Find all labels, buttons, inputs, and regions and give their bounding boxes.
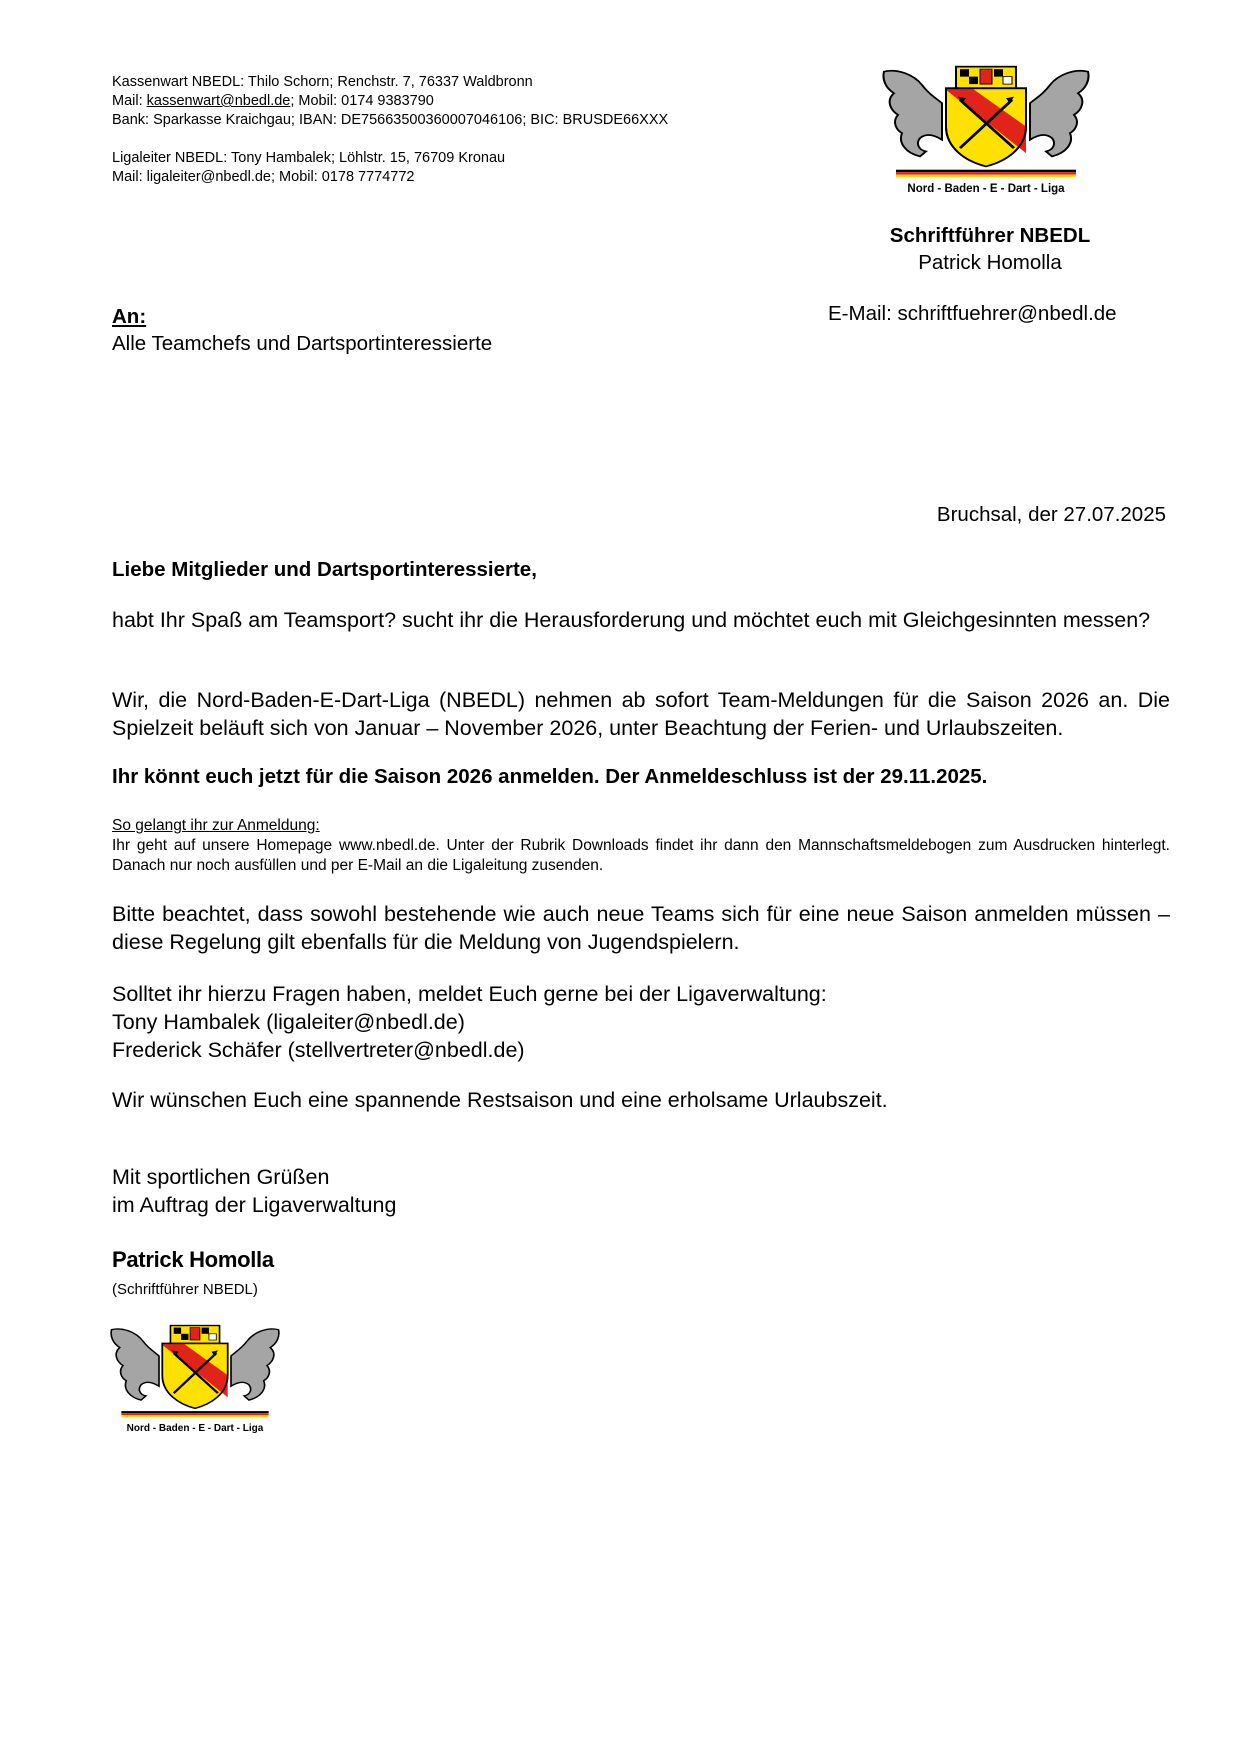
league-leader-mail-line: Mail: ligaleiter@nbedl.de; Mobil: 0178 7774772 <box>112 169 415 185</box>
contact-person-2: Frederick Schäfer (stellvertreter@nbedl.de) <box>112 1038 525 1062</box>
signature-role: (Schriftführer NBEDL) <box>112 1281 258 1298</box>
sender-email: E-Mail: schriftfuehrer@nbedl.de <box>828 302 1117 325</box>
howto-text: Ihr geht auf unsere Homepage www.nbedl.de. Unter der Rubrik Downloads findet ihr dann den Mannschaftsmeldebogen zum Ausdrucken hinterlegt. Danach nur noch ausfüllen und per E-Mail an die Ligaleitung zusenden. <box>112 837 1170 874</box>
contact-paragraph <box>112 980 1170 1064</box>
treasurer-mail-line <box>112 92 772 111</box>
sender-block <box>830 222 1150 276</box>
howto-title: So gelangt ihr zur Anmeldung: <box>112 817 320 834</box>
crest-icon <box>876 60 1096 178</box>
paragraph-4: Bitte beachtet, dass sowohl bestehende wie auch neue Teams sich für eine neue Saison anmelden müssen – diese Regelung gilt ebenfalls für die Meldung von Jugendspielern. <box>112 902 1170 954</box>
paragraph-2: Wir, die Nord-Baden-E-Dart-Liga (NBEDL) nehmen ab sofort Team-Meldungen für die Saison 2026 an. Die Spielzeit beläuft sich von Januar – November 2026, unter Beachtung der Ferien- und Urlaubszeiten. <box>112 688 1170 740</box>
paragraph-6: Wir wünschen Euch eine spannende Restsaison und eine erholsame Urlaubszeit. <box>112 1088 888 1112</box>
greeting: Liebe Mitglieder und Dartsportinteressierte, <box>112 558 537 581</box>
letter-date: Bruchsal, der 27.07.2025 <box>936 503 1166 526</box>
paragraph-1: habt Ihr Spaß am Teamsport? sucht ihr die Herausforderung und möchtet euch mit Gleichgesinnten messen? <box>112 608 1151 632</box>
sender-title: Schriftführer NBEDL <box>889 224 1091 247</box>
signature-name: Patrick Homolla <box>112 1247 274 1272</box>
league-leader-line: Ligaleiter NBEDL: Tony Hambalek; Löhlstr. 15, 76709 Kronau <box>112 150 506 166</box>
mail-prefix: Mail: <box>112 93 147 109</box>
treasurer-phone: ; Mobil: 0174 9383790 <box>290 93 434 109</box>
treasurer-contact <box>112 73 772 130</box>
league-leader-contact <box>112 149 772 187</box>
howto-block <box>112 816 1170 876</box>
crest-icon <box>105 1320 285 1418</box>
logo-caption: Nord - Baden - E - Dart - Liga <box>126 1423 264 1434</box>
logo-caption: Nord - Baden - E - Dart - Liga <box>907 183 1065 195</box>
recipient-block <box>112 303 492 357</box>
contact-intro: Solltet ihr hierzu Fragen haben, meldet Euch gerne bei der Ligaverwaltung: <box>112 982 827 1006</box>
bank-line: Bank: Sparkasse Kraichgau; IBAN: DE75663500360007046106; BIC: BRUSDE66XXX <box>112 112 669 128</box>
registration-notice: Ihr könnt euch jetzt für die Saison 2026 anmelden. Der Anmeldeschluss ist der 29.11.2025. <box>112 765 988 788</box>
contact-person-1: Tony Hambalek (ligaleiter@nbedl.de) <box>112 1010 465 1034</box>
sender-name: Patrick Homolla <box>918 251 1062 274</box>
closing-block <box>112 1163 396 1219</box>
league-logo-bottom <box>105 1320 285 1435</box>
closing-line-1: Mit sportlichen Grüßen <box>112 1165 330 1189</box>
recipient-value: Alle Teamchefs und Dartsportinteressierte <box>112 332 493 355</box>
treasurer-mail-link[interactable]: kassenwart@nbedl.de <box>146 93 291 109</box>
treasurer-line: Kassenwart NBEDL: Thilo Schorn; Renchstr. 7, 76337 Waldbronn <box>112 74 533 90</box>
closing-line-2: im Auftrag der Ligaverwaltung <box>112 1193 397 1217</box>
league-logo-top <box>876 60 1096 194</box>
recipient-label: An: <box>112 305 147 328</box>
